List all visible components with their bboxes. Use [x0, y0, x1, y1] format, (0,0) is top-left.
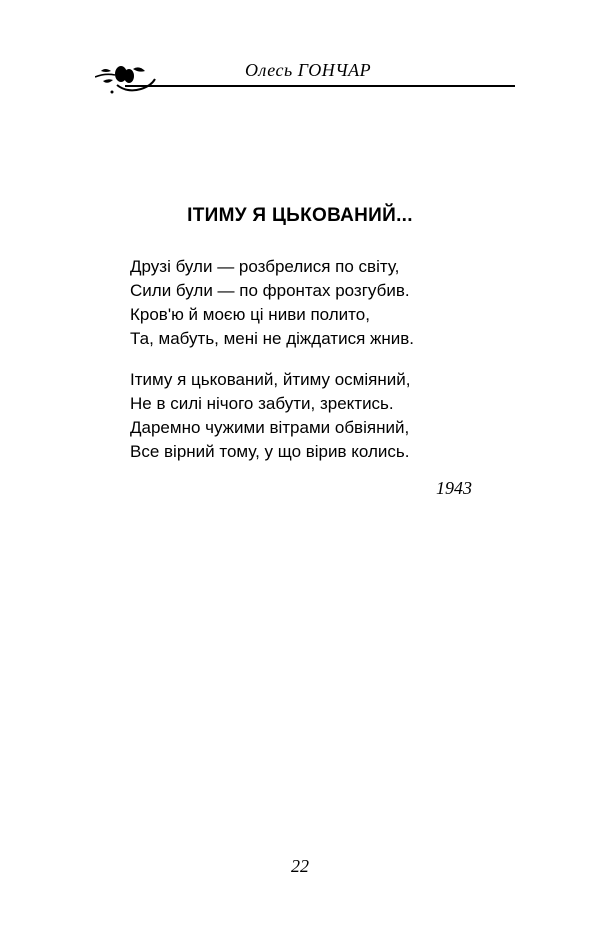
poem-line: Сили були — по фронтах розгубив. — [130, 281, 410, 300]
running-header — [95, 55, 515, 95]
header-author: Олесь ГОНЧАР — [245, 60, 372, 80]
poem-line: Та, мабуть, мені не діждатися жнив. — [130, 329, 415, 348]
poem-line: Не в силі нічого забути, зректись. — [130, 394, 394, 413]
header-rule — [125, 85, 515, 87]
stanza-1 — [130, 255, 414, 351]
poem-title: ІТИМУ Я ЦЬКОВАНИЙ... — [187, 205, 413, 226]
poem-line: Все вірний тому, у що вірив колись. — [130, 442, 410, 461]
floral-ornament-icon — [95, 59, 157, 95]
page-number: 22 — [291, 856, 309, 876]
poem-line: Друзі були — розбрелися по світу, — [130, 257, 400, 276]
stanza-2 — [130, 368, 410, 464]
poem-date: 1943 — [436, 478, 472, 498]
poem-line: Даремно чужими вітрами обвіяний, — [130, 418, 410, 437]
poem-line: Кров'ю й моєю ці ниви полито, — [130, 305, 370, 324]
poem-line: Ітиму я цькований, йтиму осміяний, — [130, 370, 411, 389]
